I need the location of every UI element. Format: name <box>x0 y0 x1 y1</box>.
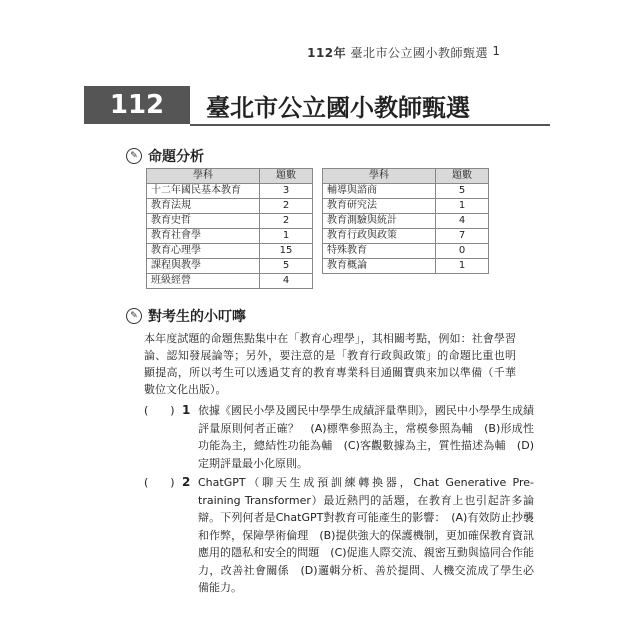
subject-cell: 課程與教學 <box>147 259 260 274</box>
page-number: 1 <box>492 44 500 58</box>
question-text: ChatGPT（聊天生成預訓練轉換器，Chat Generative Pre-training Transformer）最近熱門的話題，在教育上也引起許多論辯。下列何者是ChatGPT對教育可能產生的影響： (A)有效防止抄襲和作弊，保障學術倫理 (B)提供強大的保護機制，更加確保教育資訊應用的隱私和安全的問題 (C)促進人際交流、親密互動與協同合作能力，改善社會關係 (D)邏輯分析、善於提問、人機交流成了學生必備能力。 <box>198 476 534 594</box>
count-cell: 4 <box>260 274 313 289</box>
count-cell: 2 <box>260 214 313 229</box>
table-row <box>147 274 313 289</box>
table-row <box>323 229 489 244</box>
title-rule <box>190 124 550 126</box>
section-heading-analysis <box>126 146 204 166</box>
count-cell: 15 <box>260 244 313 259</box>
subject-cell: 教育行政與政策 <box>323 229 436 244</box>
question-text: 依據《國民小學及國民中學學生成績評量準則》，國民中小學學生成績評量原則何者正確？ (A)標準參照為主，常模參照為輔 (B)形成性功能為主，總結性功能為輔 (C)客觀數據為主，質性描述為輔 (D)定期評量最小化原則。 <box>198 404 534 470</box>
answer-paren: ( ) <box>144 476 175 489</box>
running-header <box>307 44 488 61</box>
question-number: 1 <box>182 403 191 417</box>
subject-cell: 輔導與諮商 <box>323 184 436 199</box>
section-heading-text: 命題分析 <box>148 149 204 165</box>
count-cell: 2 <box>260 199 313 214</box>
table-header: 學科 <box>323 169 436 184</box>
subject-cell: 教育測驗與統計 <box>323 214 436 229</box>
section-heading-text: 對考生的小叮嚀 <box>148 309 246 325</box>
table-row <box>147 214 313 229</box>
table-row <box>147 259 313 274</box>
subject-table-left <box>146 168 313 289</box>
title-number: 112 <box>84 86 190 124</box>
count-cell: 5 <box>260 259 313 274</box>
subject-cell: 教育法規 <box>147 199 260 214</box>
count-cell: 1 <box>260 229 313 244</box>
count-cell: 4 <box>436 214 489 229</box>
section-heading-tips <box>126 306 246 326</box>
table-header: 題數 <box>436 169 489 184</box>
table-row <box>323 184 489 199</box>
pencil-icon: ✎ <box>126 308 142 324</box>
pencil-icon: ✎ <box>126 148 142 164</box>
subject-cell: 十二年國民基本教育 <box>147 184 260 199</box>
table-row <box>147 244 313 259</box>
table-row <box>323 244 489 259</box>
table-header: 學科 <box>147 169 260 184</box>
count-cell: 7 <box>436 229 489 244</box>
header-year: 112年 <box>307 46 347 60</box>
subject-cell: 教育心理學 <box>147 244 260 259</box>
count-cell: 5 <box>436 184 489 199</box>
question-1 <box>144 402 534 472</box>
table-row <box>323 199 489 214</box>
count-cell: 3 <box>260 184 313 199</box>
subject-cell: 教育社會學 <box>147 229 260 244</box>
subject-cell: 班級經營 <box>147 274 260 289</box>
table-row <box>147 229 313 244</box>
subject-table-right <box>322 168 489 274</box>
table-row <box>323 214 489 229</box>
subject-cell: 教育研究法 <box>323 199 436 214</box>
answer-paren: ( ) <box>144 404 175 417</box>
subject-cell: 教育史哲 <box>147 214 260 229</box>
table-row <box>323 259 489 274</box>
subject-cell: 特殊教育 <box>323 244 436 259</box>
count-cell: 1 <box>436 259 489 274</box>
question-number: 2 <box>182 475 191 489</box>
count-cell: 1 <box>436 199 489 214</box>
subject-cell: 教育概論 <box>323 259 436 274</box>
header-title: 臺北市公立國小教師甄選 <box>350 46 488 60</box>
count-cell: 0 <box>436 244 489 259</box>
table-row <box>147 184 313 199</box>
page-title: 臺北市公立國小教師甄選 <box>206 94 470 122</box>
question-2 <box>144 474 534 597</box>
table-row <box>147 199 313 214</box>
intro-paragraph: 本年度試題的命題焦點集中在「教育心理學」，其相關考點，例如：社會學習論、認知發展論等；另外，要注意的是「教育行政與政策」的命題比重也明顯提高，所以考生可以透過艾育的教育專業科目通關寶典來加以準備（千華數位文化出版）。 <box>144 332 516 396</box>
table-header: 題數 <box>260 169 313 184</box>
